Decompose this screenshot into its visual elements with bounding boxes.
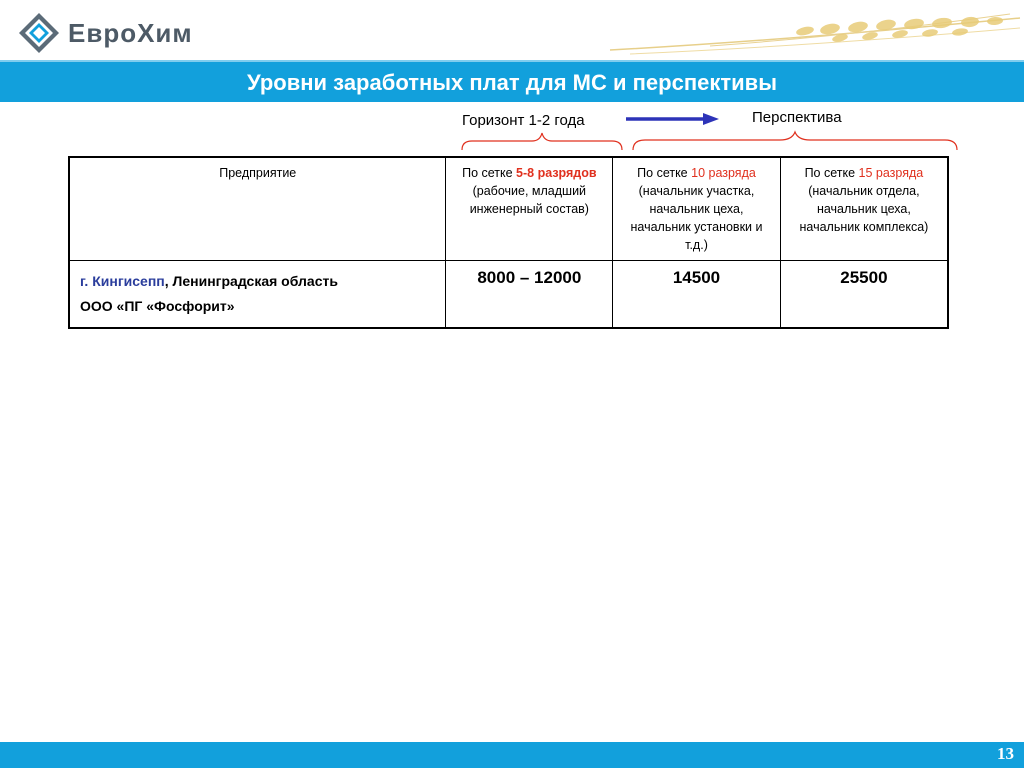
header-grade-5-8: По сетке 5-8 разрядов (рабочие, младший инженерный состав) (446, 157, 613, 261)
horizon-brace-icon (462, 133, 622, 150)
page-number: 13 (997, 744, 1014, 763)
value-grade-10: 14500 (613, 261, 781, 329)
arrow-right-icon (626, 113, 719, 125)
grade-highlight: 10 разряда (691, 166, 756, 180)
table-row (69, 261, 948, 329)
eurochem-logo-icon (18, 12, 60, 54)
table-header-row (69, 157, 948, 261)
header-grade-15: По сетке 15 разряда (начальник отдела, начальник цеха, начальник комплекса) (780, 157, 948, 261)
enterprise-cell (69, 261, 446, 329)
header-enterprise: Предприятие (69, 157, 446, 261)
grade-highlight: 15 разряда (858, 166, 924, 180)
title-band (0, 60, 1024, 102)
wheat-decoration-icon (590, 6, 1024, 58)
company-name: ООО «ПГ «Фосфорит» (80, 298, 235, 314)
perspective-brace-icon (633, 132, 957, 150)
perspective-label: Перспектива (752, 109, 842, 126)
city-name: г. Кингисепп (80, 273, 165, 289)
value-grade-5-8: 8000 – 12000 (446, 261, 613, 329)
value-grade-15: 25500 (780, 261, 948, 329)
header-grade-10: По сетке 10 разряда (начальник участка, начальник цеха, начальник установки и т.д.) (613, 157, 781, 261)
wages-table (68, 156, 949, 329)
region-name: , Ленинградская область (164, 273, 338, 289)
grade-highlight: 5-8 разрядов (516, 166, 597, 180)
footer-bar (0, 742, 1024, 768)
slide-title: Уровни заработных плат для МС и перспективы (247, 70, 777, 95)
logo-text: ЕвроХим (68, 18, 193, 48)
header-bar (0, 0, 1024, 60)
horizon-label: Горизонт 1-2 года (462, 112, 585, 129)
